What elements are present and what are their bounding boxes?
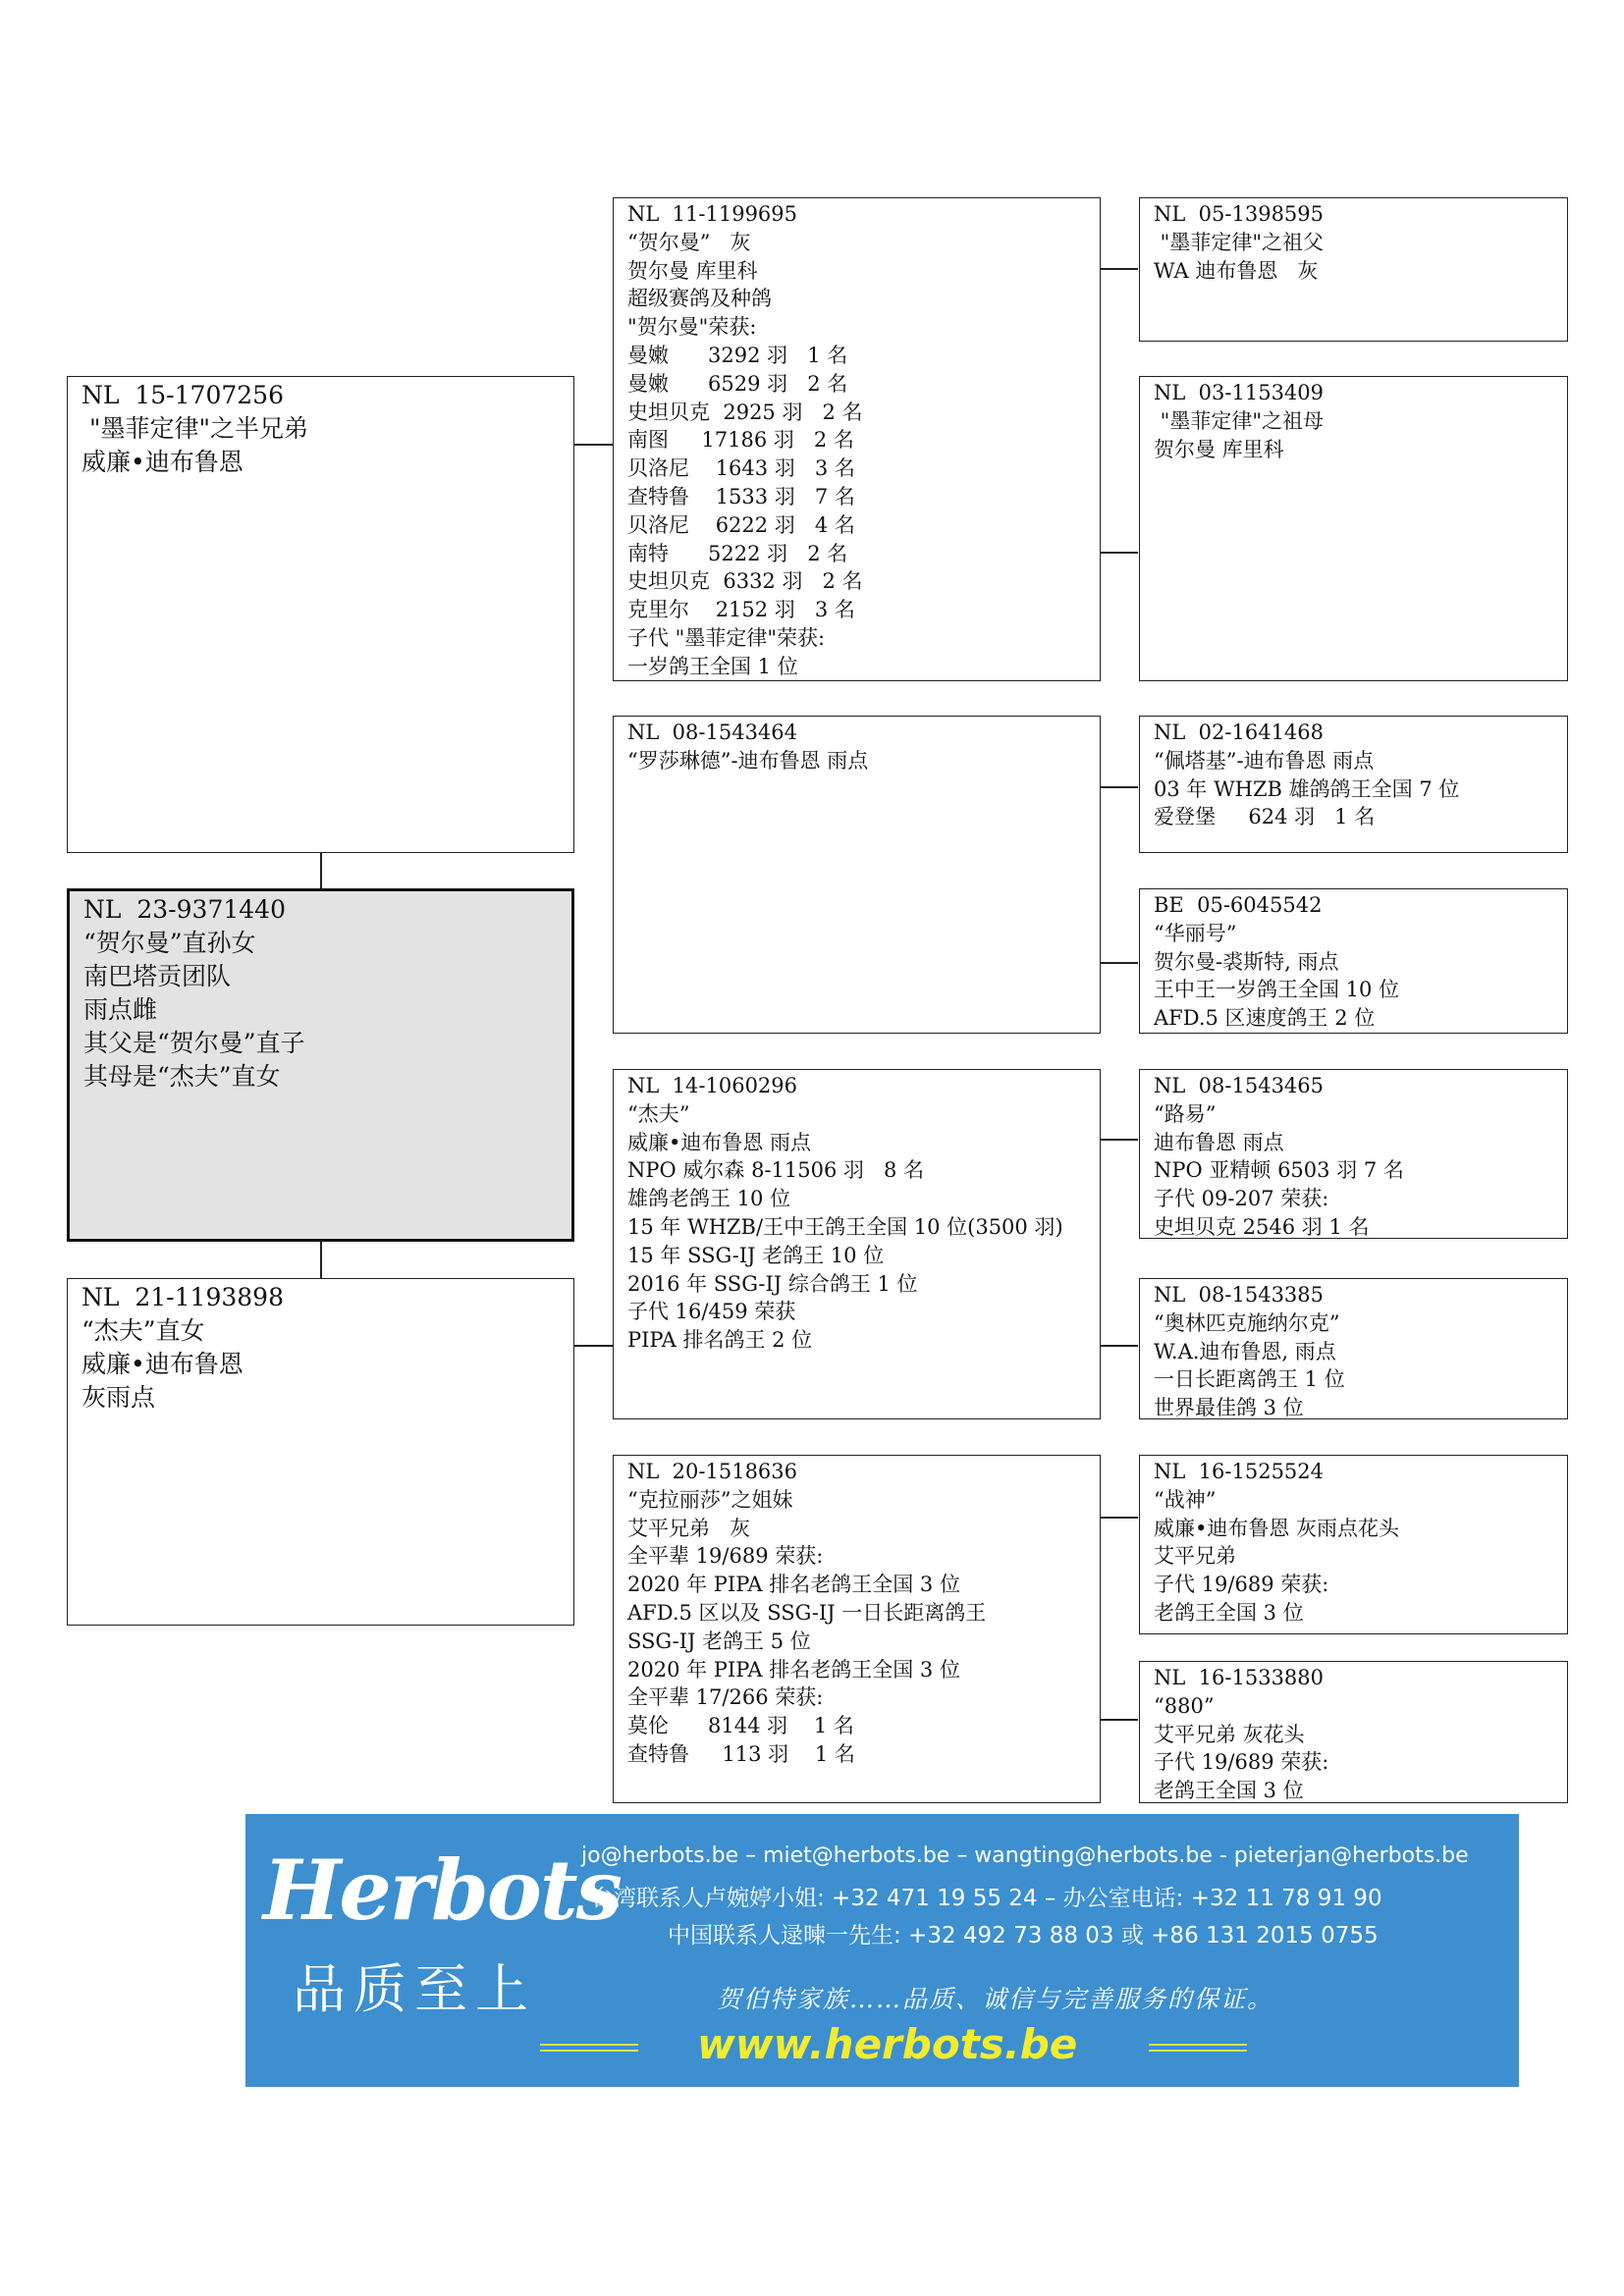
pedigree-line: NPO 威尔森 8-11506 羽 8 名 xyxy=(627,1158,925,1183)
pedigree-line: 其母是“杰夫”直女 xyxy=(83,1062,281,1091)
ring-number: NL 11-1199695 xyxy=(627,202,798,226)
ring-number: NL 02-1641468 xyxy=(1154,721,1325,744)
pedigree-line: WA 迪布鲁恩 灰 xyxy=(1154,258,1319,283)
pedigree-line: SSG-IJ 老鸽王 5 位 xyxy=(627,1629,811,1653)
pedigree-line: 迪布鲁恩 雨点 xyxy=(1154,1130,1284,1154)
connector xyxy=(1099,552,1138,554)
pedigree-line: 南巴塔贡团队 xyxy=(83,962,232,990)
sire-dam-card xyxy=(613,716,1101,1034)
pedigree-line: “华丽号” xyxy=(1154,921,1237,945)
pedigree-line: 史坦贝克 2925 羽 2 名 xyxy=(627,400,863,424)
pedigree-line: 2016 年 SSG-IJ 综合鸽王 1 位 xyxy=(627,1271,918,1296)
connector xyxy=(572,444,614,446)
pedigree-line: 威廉•迪布鲁恩 雨点 xyxy=(627,1130,812,1154)
pedigree-line: 一岁鸽王全国 1 位 xyxy=(627,654,798,678)
connector xyxy=(572,1345,614,1347)
connector xyxy=(1099,962,1138,964)
ring-number: NL 03-1153409 xyxy=(1154,381,1325,404)
pedigree-line: “路易” xyxy=(1154,1101,1217,1126)
dds-card xyxy=(1139,1455,1568,1634)
pedigree-line: 一日长距离鸽王 1 位 xyxy=(1154,1367,1345,1392)
ring-number: NL 23-9371440 xyxy=(83,895,286,924)
pedigree-line: 子代 09-207 荣获: xyxy=(1154,1187,1329,1211)
ring-number: NL 08-1543465 xyxy=(1154,1074,1325,1097)
pedigree-line: 克里尔 2152 羽 3 名 xyxy=(627,598,855,622)
ddd-card xyxy=(1139,1661,1568,1803)
sire-sire-card xyxy=(613,197,1101,681)
pedigree-line: “杰夫” xyxy=(627,1101,690,1126)
pedigree-line: 威廉•迪布鲁恩 灰雨点花头 xyxy=(1154,1516,1400,1540)
dam-sire-card xyxy=(613,1069,1101,1419)
connector xyxy=(1099,1139,1138,1141)
taiwan-contact: 台湾联系人卢婉婷小姐: +32 471 19 55 24 – 办公室电话: +32 11 78 91 90 xyxy=(591,1886,1382,1911)
connector xyxy=(1099,1719,1138,1721)
pedigree-line: W.A.迪布鲁恩, 雨点 xyxy=(1154,1339,1336,1363)
slogan-text: 品质至上 xyxy=(293,1958,536,2020)
connector xyxy=(1099,1345,1138,1347)
pedigree-line: 雄鸽老鸽王 10 位 xyxy=(627,1187,791,1211)
pedigree-line: “贺尔曼”直孙女 xyxy=(83,929,256,957)
ring-number: NL 05-1398595 xyxy=(1154,202,1325,226)
pedigree-line: 子代 19/689 荣获: xyxy=(1154,1750,1329,1775)
connector xyxy=(1099,268,1138,270)
pedigree-line: 15 年 WHZB/王中王鸽王全国 10 位(3500 羽) xyxy=(627,1214,1063,1239)
pedigree-line: 超级赛鸽及种鸽 xyxy=(627,287,772,311)
pedigree-line: 子代 19/689 荣获: xyxy=(1154,1573,1329,1597)
dam-card xyxy=(67,1278,574,1626)
sire-card xyxy=(67,376,574,853)
pedigree-line: 贝洛尼 1643 羽 3 名 xyxy=(627,456,855,481)
pedigree-line: 世界最佳鸽 3 位 xyxy=(1154,1396,1304,1420)
pedigree-line: “罗莎琳德”-迪布鲁恩 雨点 xyxy=(627,748,869,773)
pedigree-line: 2020 年 PIPA 排名老鸽王全国 3 位 xyxy=(627,1573,960,1597)
decorative-lines-right xyxy=(1149,2044,1247,2052)
pedigree-line: "墨菲定律"之祖父 xyxy=(1154,230,1324,254)
pedigree-line: 贝洛尼 6222 羽 4 名 xyxy=(627,512,855,537)
pedigree-line: 威廉•迪布鲁恩 xyxy=(81,448,244,476)
pedigree-line: 曼嫩 3292 羽 1 名 xyxy=(627,343,848,367)
pedigree-line: 南特 5222 羽 2 名 xyxy=(627,541,848,565)
connector xyxy=(1099,1517,1138,1519)
pedigree-line: 15 年 SSG-IJ 老鸽王 10 位 xyxy=(627,1243,885,1267)
pedigree-line: “克拉丽莎”之姐妹 xyxy=(627,1487,793,1512)
pedigree-line: 全平辈 17/266 荣获: xyxy=(627,1685,824,1710)
pedigree-line: 老鸽王全国 3 位 xyxy=(1154,1600,1304,1625)
pedigree-line: 贺尔曼 库里科 xyxy=(1154,437,1284,461)
pedigree-line: 王中王一岁鸽王全国 10 位 xyxy=(1154,978,1400,1002)
ring-number: NL 20-1518636 xyxy=(627,1460,798,1483)
pedigree-line: “奥林匹克施纳尔克” xyxy=(1154,1310,1340,1335)
connector xyxy=(1099,786,1138,788)
pedigree-line: “佩塔基”-迪布鲁恩 雨点 xyxy=(1154,748,1375,773)
pedigree-line: 雨点雌 xyxy=(83,995,158,1024)
pedigree-line: "墨菲定律"之祖母 xyxy=(1154,408,1324,433)
pedigree-line: 灰雨点 xyxy=(81,1383,156,1412)
pedigree-line: 南图 17186 羽 2 名 xyxy=(627,428,854,453)
sss-card xyxy=(1139,197,1568,342)
connector xyxy=(320,1241,322,1279)
connector xyxy=(320,852,322,889)
ssd-card xyxy=(1139,376,1568,681)
pedigree-line: 史坦贝克 6332 羽 2 名 xyxy=(627,569,863,594)
china-contact: 中国联系人逯暕一先生: +32 492 73 88 03 或 +86 131 2015 0755 xyxy=(668,1923,1379,1949)
pedigree-line: PIPA 排名鸽王 2 位 xyxy=(627,1328,813,1353)
ring-number: BE 05-6045542 xyxy=(1154,893,1323,917)
pedigree-line: AFD.5 区速度鸽王 2 位 xyxy=(1154,1006,1376,1031)
dam-dam-card xyxy=(613,1455,1101,1803)
pedigree-line: 查特鲁 113 羽 1 名 xyxy=(627,1741,855,1766)
ring-number: NL 08-1543464 xyxy=(627,721,798,744)
pedigree-line: “贺尔曼” 灰 xyxy=(627,230,751,254)
dsd-card xyxy=(1139,1278,1568,1419)
pedigree-line: 艾平兄弟 xyxy=(1154,1544,1236,1569)
pedigree-line: NPO 亚精顿 6503 羽 7 名 xyxy=(1154,1158,1404,1183)
pedigree-line: 03 年 WHZB 雄鸽鸽王全国 7 位 xyxy=(1154,776,1460,801)
pedigree-line: "墨菲定律"之半兄弟 xyxy=(81,414,308,443)
decorative-lines-left xyxy=(540,2044,638,2052)
website-link[interactable]: www.herbots.be xyxy=(697,2020,1078,2068)
email-addresses[interactable]: jo@herbots.be – miet@herbots.be – wangting@herbots.be - pieterjan@herbots.be xyxy=(581,1843,1469,1868)
ring-number: NL 15-1707256 xyxy=(81,381,284,409)
ring-number: NL 08-1543385 xyxy=(1154,1283,1325,1307)
pedigree-line: 其父是“贺尔曼”直子 xyxy=(83,1029,305,1057)
pedigree-line: 爱登堡 624 羽 1 名 xyxy=(1154,805,1376,829)
sdd-card xyxy=(1139,888,1568,1034)
ring-number: NL 16-1525524 xyxy=(1154,1460,1325,1483)
pedigree-line: 史坦贝克 2546 羽 1 名 xyxy=(1154,1214,1370,1239)
pedigree-line: “880” xyxy=(1154,1693,1215,1718)
subject-card xyxy=(67,888,574,1242)
ring-number: NL 21-1193898 xyxy=(81,1283,284,1311)
ring-number: NL 14-1060296 xyxy=(627,1074,798,1097)
pedigree-line: 威廉•迪布鲁恩 xyxy=(81,1350,244,1378)
pedigree-line: 查特鲁 1533 羽 7 名 xyxy=(627,484,855,508)
pedigree-line: 艾平兄弟 灰 xyxy=(627,1516,751,1540)
pedigree-line: "贺尔曼"荣获: xyxy=(627,315,757,340)
sds-card xyxy=(1139,716,1568,853)
pedigree-line: 全平辈 19/689 荣获: xyxy=(627,1544,824,1569)
herbots-logo: Herbots xyxy=(263,1842,621,1939)
pedigree-line: “杰夫”直女 xyxy=(81,1316,205,1345)
pedigree-line: 艾平兄弟 灰花头 xyxy=(1154,1722,1305,1746)
pedigree-line: “战神” xyxy=(1154,1487,1217,1512)
pedigree-line: AFD.5 区以及 SSG-IJ 一日长距离鸽王 xyxy=(627,1600,987,1625)
pedigree-line: 子代 16/459 荣获 xyxy=(627,1300,796,1324)
contact-banner xyxy=(245,1814,1519,2087)
pedigree-line: 2020 年 PIPA 排名老鸽王全国 3 位 xyxy=(627,1657,960,1682)
pedigree-line: 曼嫩 6529 羽 2 名 xyxy=(627,371,848,396)
pedigree-line: 莫伦 8144 羽 1 名 xyxy=(627,1714,854,1738)
dss-card xyxy=(1139,1069,1568,1239)
ring-number: NL 16-1533880 xyxy=(1154,1666,1325,1689)
pedigree-line: 老鸽王全国 3 位 xyxy=(1154,1779,1304,1803)
pedigree-line: 贺尔曼 库里科 xyxy=(627,258,758,283)
pedigree-line: 子代 "墨菲定律"荣获: xyxy=(627,625,826,650)
tagline-text: 贺伯特家族……品质、诚信与完善服务的保证。 xyxy=(717,1985,1274,2013)
pedigree-line: 贺尔曼-裘斯特, 雨点 xyxy=(1154,949,1339,974)
